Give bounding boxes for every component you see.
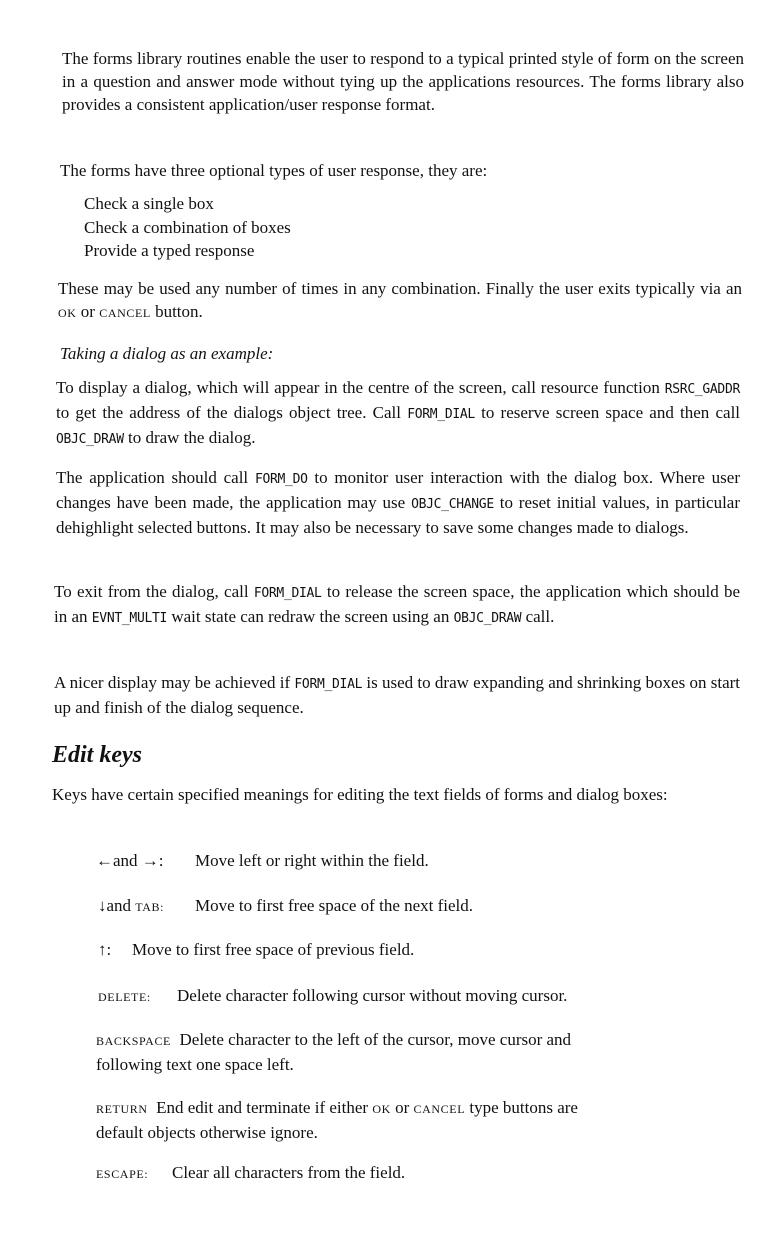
edit-keys-intro: Keys have certain specified meanings for editing the text fields of forms and dialog boxes: [52,785,668,804]
code-objc-change: OBJC_CHANGE [411,497,494,512]
key-entry-arrows-left-right [96,849,429,872]
code-form-dial: FORM_DIAL [294,677,363,692]
key-label: RETURN [96,1102,148,1116]
responses-after-paragraph: These may be used any number of times in any combination. Finally the user exits typically via an OK or CANCEL button. [58,279,742,321]
monitor-paragraph: The application should call FORM_DO to monitor user interaction with the dialog box. Where user changes have been made, the application may use OBJC_CHANGE to reset initial values, in particular dehighlight selected buttons. It may also be necessary to save some changes made to dialogs. [56,468,741,537]
code-form-do: FORM_DO [254,472,308,487]
code-rsrc-gaddr: RSRC_GADDR [664,382,741,397]
display-paragraph: To display a dialog, which will appear in the centre of the screen, call resource function RSRC_GADDR to get the address of the dialogs object tree. Call FORM_DIAL to reserve screen space and then call OBJC_DRAW to draw the dialog. [56,378,741,447]
code-form-dial: FORM_DIAL [253,586,322,601]
key-entry-delete [98,984,568,1009]
key-description: Move left or right within the field. [195,851,429,870]
key-entry-down-tab [98,894,474,919]
key-label: ←and →: [96,851,164,870]
key-description: Delete character following cursor without moving cursor. [177,986,568,1005]
nicer-display-paragraph: A nicer display may be achieved if FORM_DIAL is used to draw expanding and shrinking boxes on start up and finish of the dialog sequence. [54,673,741,717]
key-description: Clear all characters from the field. [172,1163,406,1182]
example-heading: Taking a dialog as an example: [60,344,274,363]
responses-lead: The forms have three optional types of user response, they are: [60,161,488,180]
key-label: ↓and TAB: [98,896,165,915]
code-evnt-multi: EVNT_MULTI [91,611,168,626]
list-item: Check a single box [84,194,214,213]
response-types-list [84,192,291,263]
key-description: Move to first free space of the next field. [195,896,474,915]
list-item: Provide a typed response [84,241,255,260]
key-label: BACKSPACE [96,1034,171,1048]
code-objc-draw: OBJC_DRAW [453,611,522,626]
key-entry-return: RETURN End edit and terminate if either OK or CANCEL type buttons are default objects otherwise ignore. [96,1096,686,1144]
edit-keys-heading: Edit keys [52,742,142,768]
code-objc-draw: OBJC_DRAW [56,432,124,447]
cancel-keyword: CANCEL [99,306,151,320]
key-entry-up [98,938,415,961]
key-entry-escape [96,1161,406,1186]
key-description: Delete character to the left of the cursor, move cursor and [179,1030,572,1049]
key-description: End edit and terminate if either [156,1098,369,1117]
key-label: DELETE: [98,990,151,1004]
key-description-continued: following text one space left. [96,1055,294,1074]
key-label: ESCAPE: [96,1167,149,1181]
key-label: ↑: [98,940,112,959]
intro-paragraph: The forms library routines enable the user to respond to a typical printed style of form on the screen in a question and answer mode without tying up the applications resources. The forms library also provides a consistent application/user response format. [62,49,744,114]
code-form-dial: FORM_DIAL [407,407,475,422]
key-entry-backspace [96,1028,684,1076]
ok-keyword: OK [58,306,77,320]
exit-paragraph: To exit from the dialog, call FORM_DIAL to release the screen space, the application which should be in an EVNT_MULTI wait state can redraw the screen using an OBJC_DRAW call. [54,582,740,626]
key-description-continued: default objects otherwise ignore. [96,1123,318,1142]
list-item: Check a combination of boxes [84,217,291,237]
key-description: Move to first free space of previous field. [132,940,415,959]
